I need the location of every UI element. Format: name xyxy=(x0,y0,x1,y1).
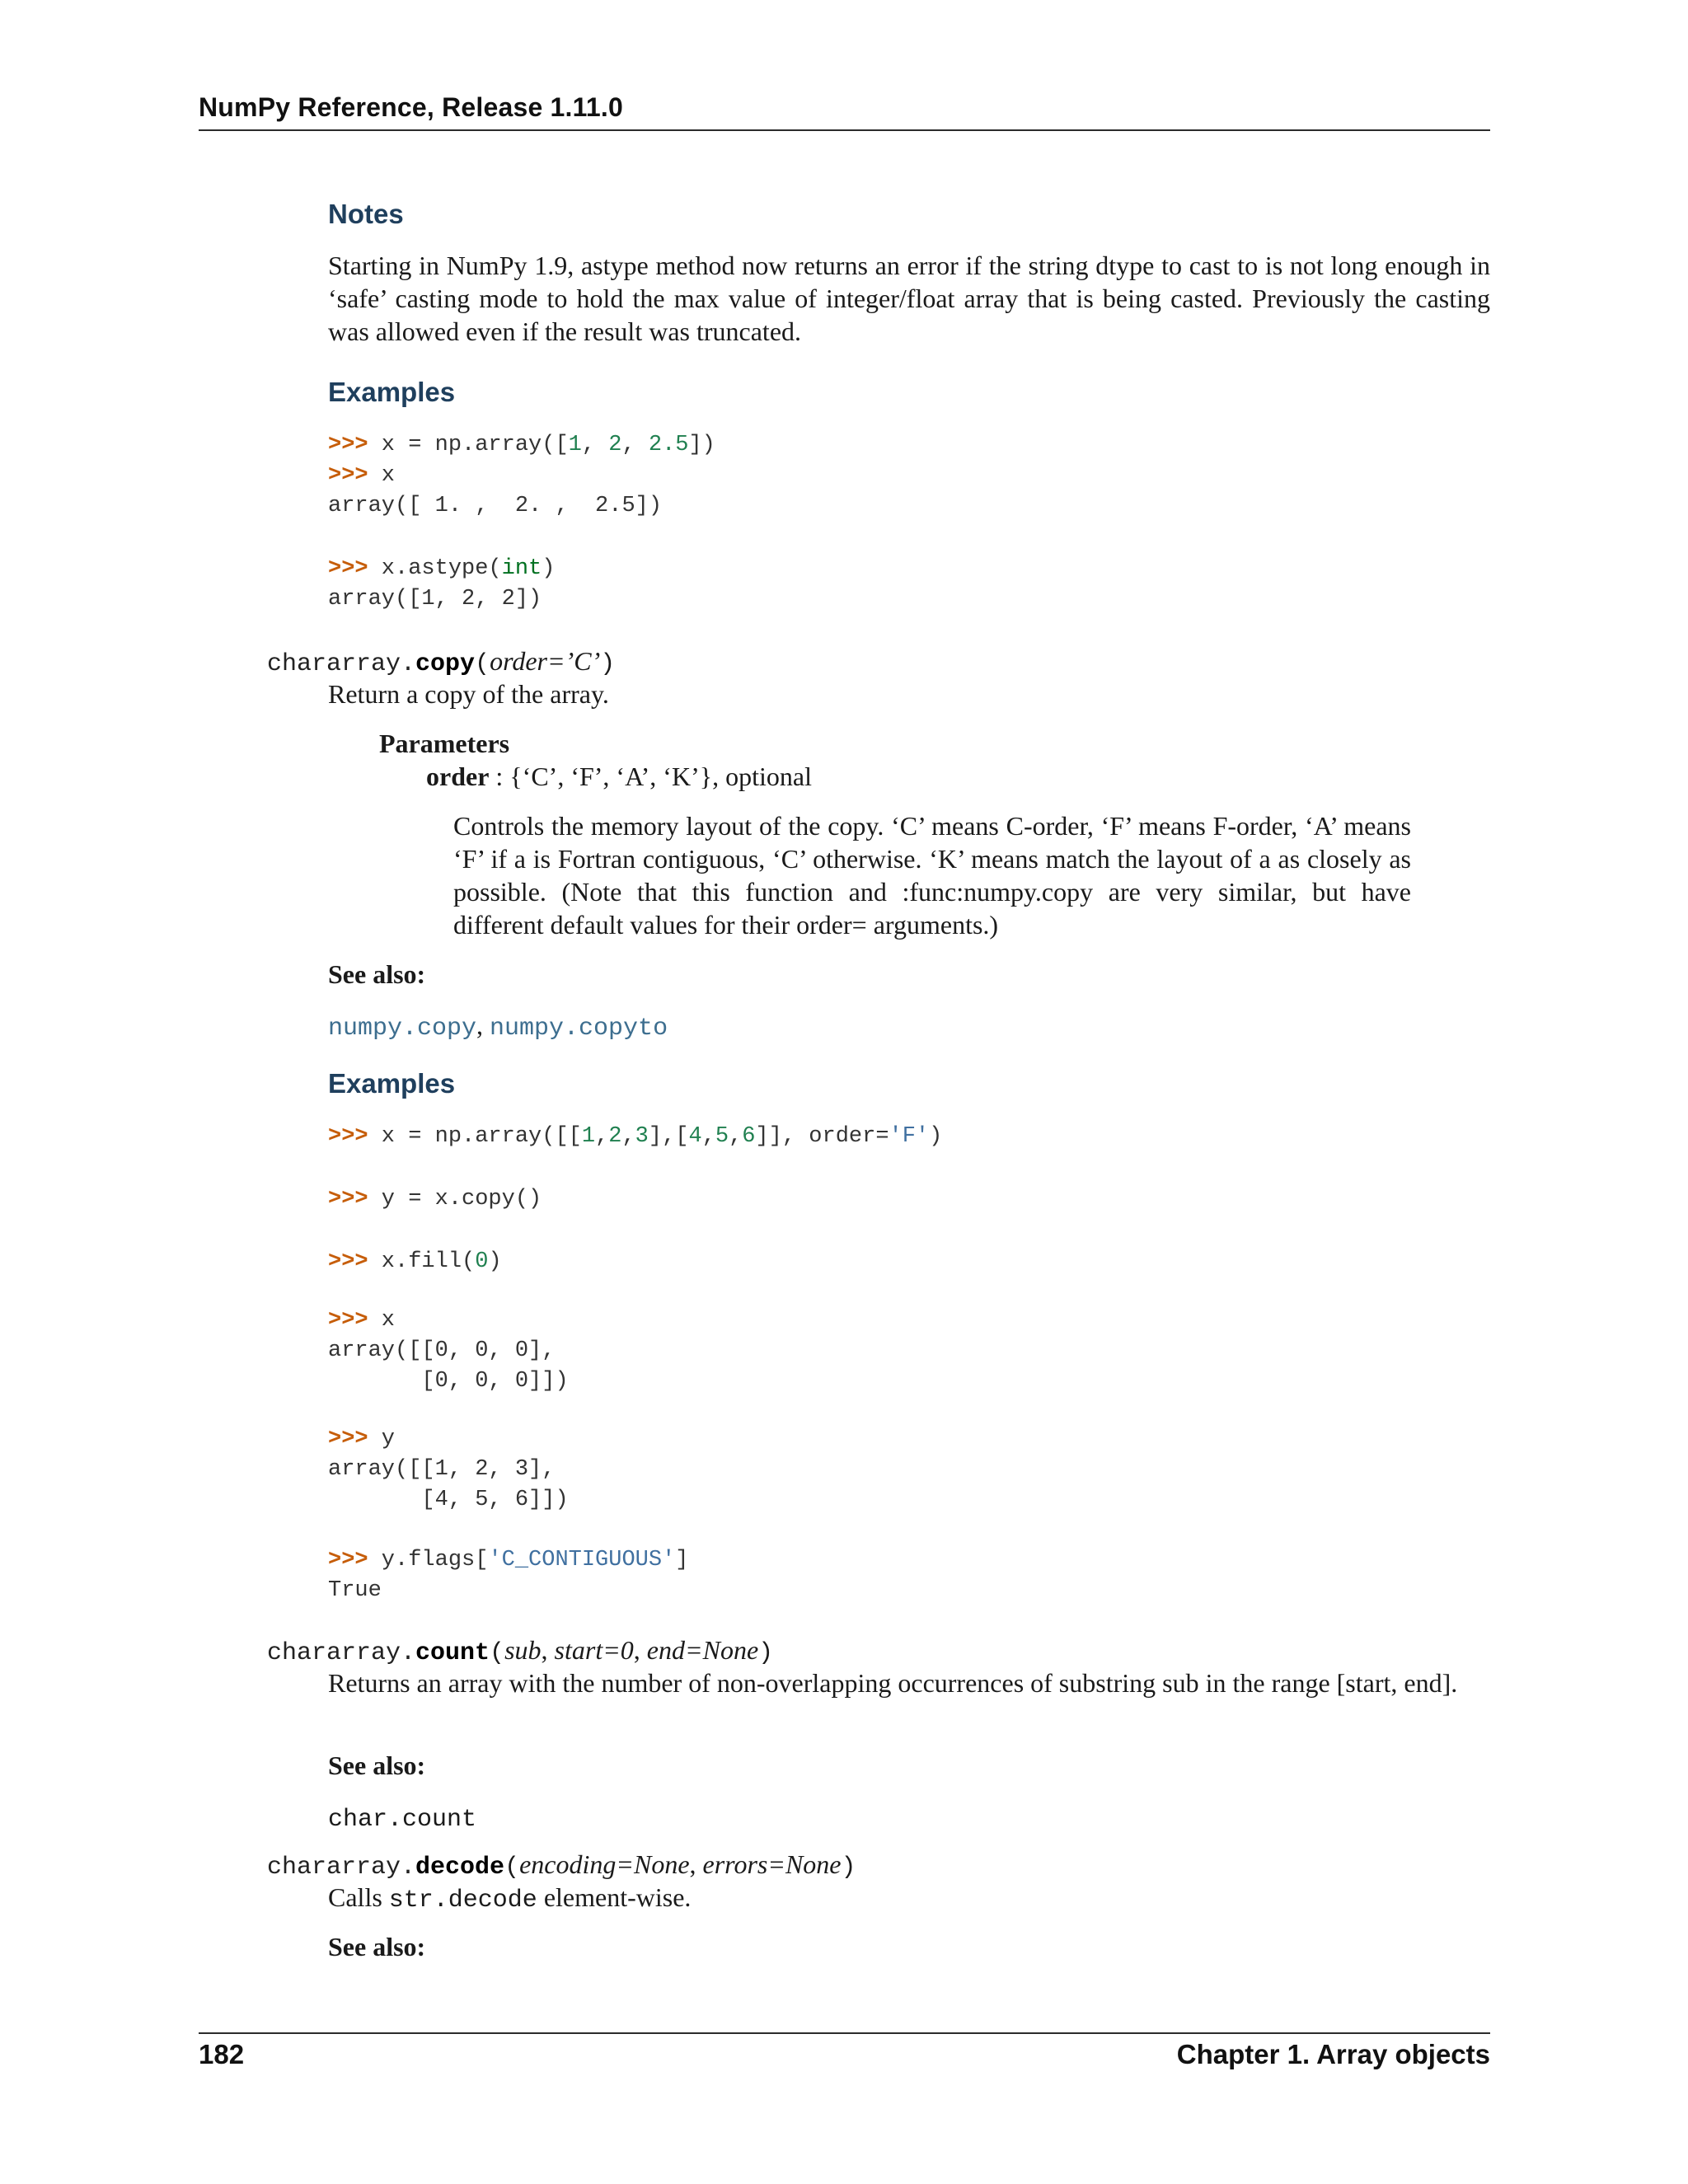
link-numpy-copyto[interactable]: numpy.copyto xyxy=(490,1015,668,1043)
code-line: >>> x xyxy=(328,1308,396,1333)
code-line: >>> x = np.array([[1,2,3],[4,5,6]], order='F') xyxy=(328,1124,943,1149)
parameters-heading: Parameters xyxy=(379,729,510,758)
code-line: >>> x = np.array([1, 2, 2.5]) xyxy=(328,433,715,457)
page-number: 182 xyxy=(199,2039,245,2069)
code-output: [0, 0, 0]]) xyxy=(328,1369,569,1394)
code-output: array([[1, 2, 3], xyxy=(328,1457,556,1482)
code-output: array([1, 2, 2]) xyxy=(328,587,542,612)
ref-char-count: char.count xyxy=(328,1806,477,1834)
chapter-title: Chapter 1. Array objects xyxy=(1176,2039,1490,2069)
code-line: >>> y = x.copy() xyxy=(328,1187,542,1212)
parameter-description: Controls the memory layout of the copy. ‘C’ means C-order, ‘F’ means F-order, ‘A’ means ‘F’ if a is Fortran contiguous, ‘C’ otherwise. ‘K’ means match the layout of a as closely as possible. (Note that this function and :func:numpy.copy are very similar, but have different default values for their order= arguments.) xyxy=(453,811,1411,940)
notes-heading: Notes xyxy=(328,199,404,229)
method-description: Calls str.decode element-wise. xyxy=(328,1882,692,1915)
header-rule xyxy=(199,129,1490,131)
code-output: array([[0, 0, 0], xyxy=(328,1338,556,1363)
code-line: >>> y.flags['C_CONTIGUOUS'] xyxy=(328,1548,689,1572)
examples-heading-copy: Examples xyxy=(328,1068,456,1099)
method-signature-count: chararray.count(sub, start=0, end=None) xyxy=(267,1635,774,1667)
see-also-heading: See also: xyxy=(328,959,426,989)
method-description: Returns an array with the number of non-overlapping occurrences of substring sub in the range [start, end]. xyxy=(328,1668,1458,1698)
code-line: >>> x xyxy=(328,463,396,488)
code-line: >>> x.fill(0) xyxy=(328,1249,502,1274)
see-also-links: numpy.copy, numpy.copyto xyxy=(328,1010,668,1043)
see-also-links xyxy=(328,1800,476,1836)
see-also-heading: See also: xyxy=(328,1750,426,1780)
method-signature-decode: chararray.decode(encoding=None, errors=None) xyxy=(267,1849,856,1882)
method-description: Return a copy of the array. xyxy=(328,679,609,709)
see-also-heading: See also: xyxy=(328,1932,426,1961)
method-signature-copy: chararray.copy(order=’C’) xyxy=(267,646,616,678)
notes-paragraph: Starting in NumPy 1.9, astype method now returns an error if the string dtype to cast to is not long enough in ‘safe’ casting mode to hold the max value of integer/float array that is being casted. Previously the casting was allowed even if the result was truncated. xyxy=(328,251,1490,346)
examples-heading-astype: Examples xyxy=(328,377,456,407)
footer-rule xyxy=(199,2032,1490,2034)
code-output: array([ 1. , 2. , 2.5]) xyxy=(328,494,663,518)
code-output: True xyxy=(328,1578,382,1603)
parameter-order: order : {‘C’, ‘F’, ‘A’, ‘K’}, optional xyxy=(426,762,812,791)
code-line: >>> y xyxy=(328,1427,396,1451)
link-numpy-copy[interactable]: numpy.copy xyxy=(328,1015,477,1043)
code-line: >>> x.astype(int) xyxy=(328,556,556,581)
running-header-title: NumPy Reference, Release 1.11.0 xyxy=(199,92,623,122)
code-output: [4, 5, 6]]) xyxy=(328,1488,569,1512)
